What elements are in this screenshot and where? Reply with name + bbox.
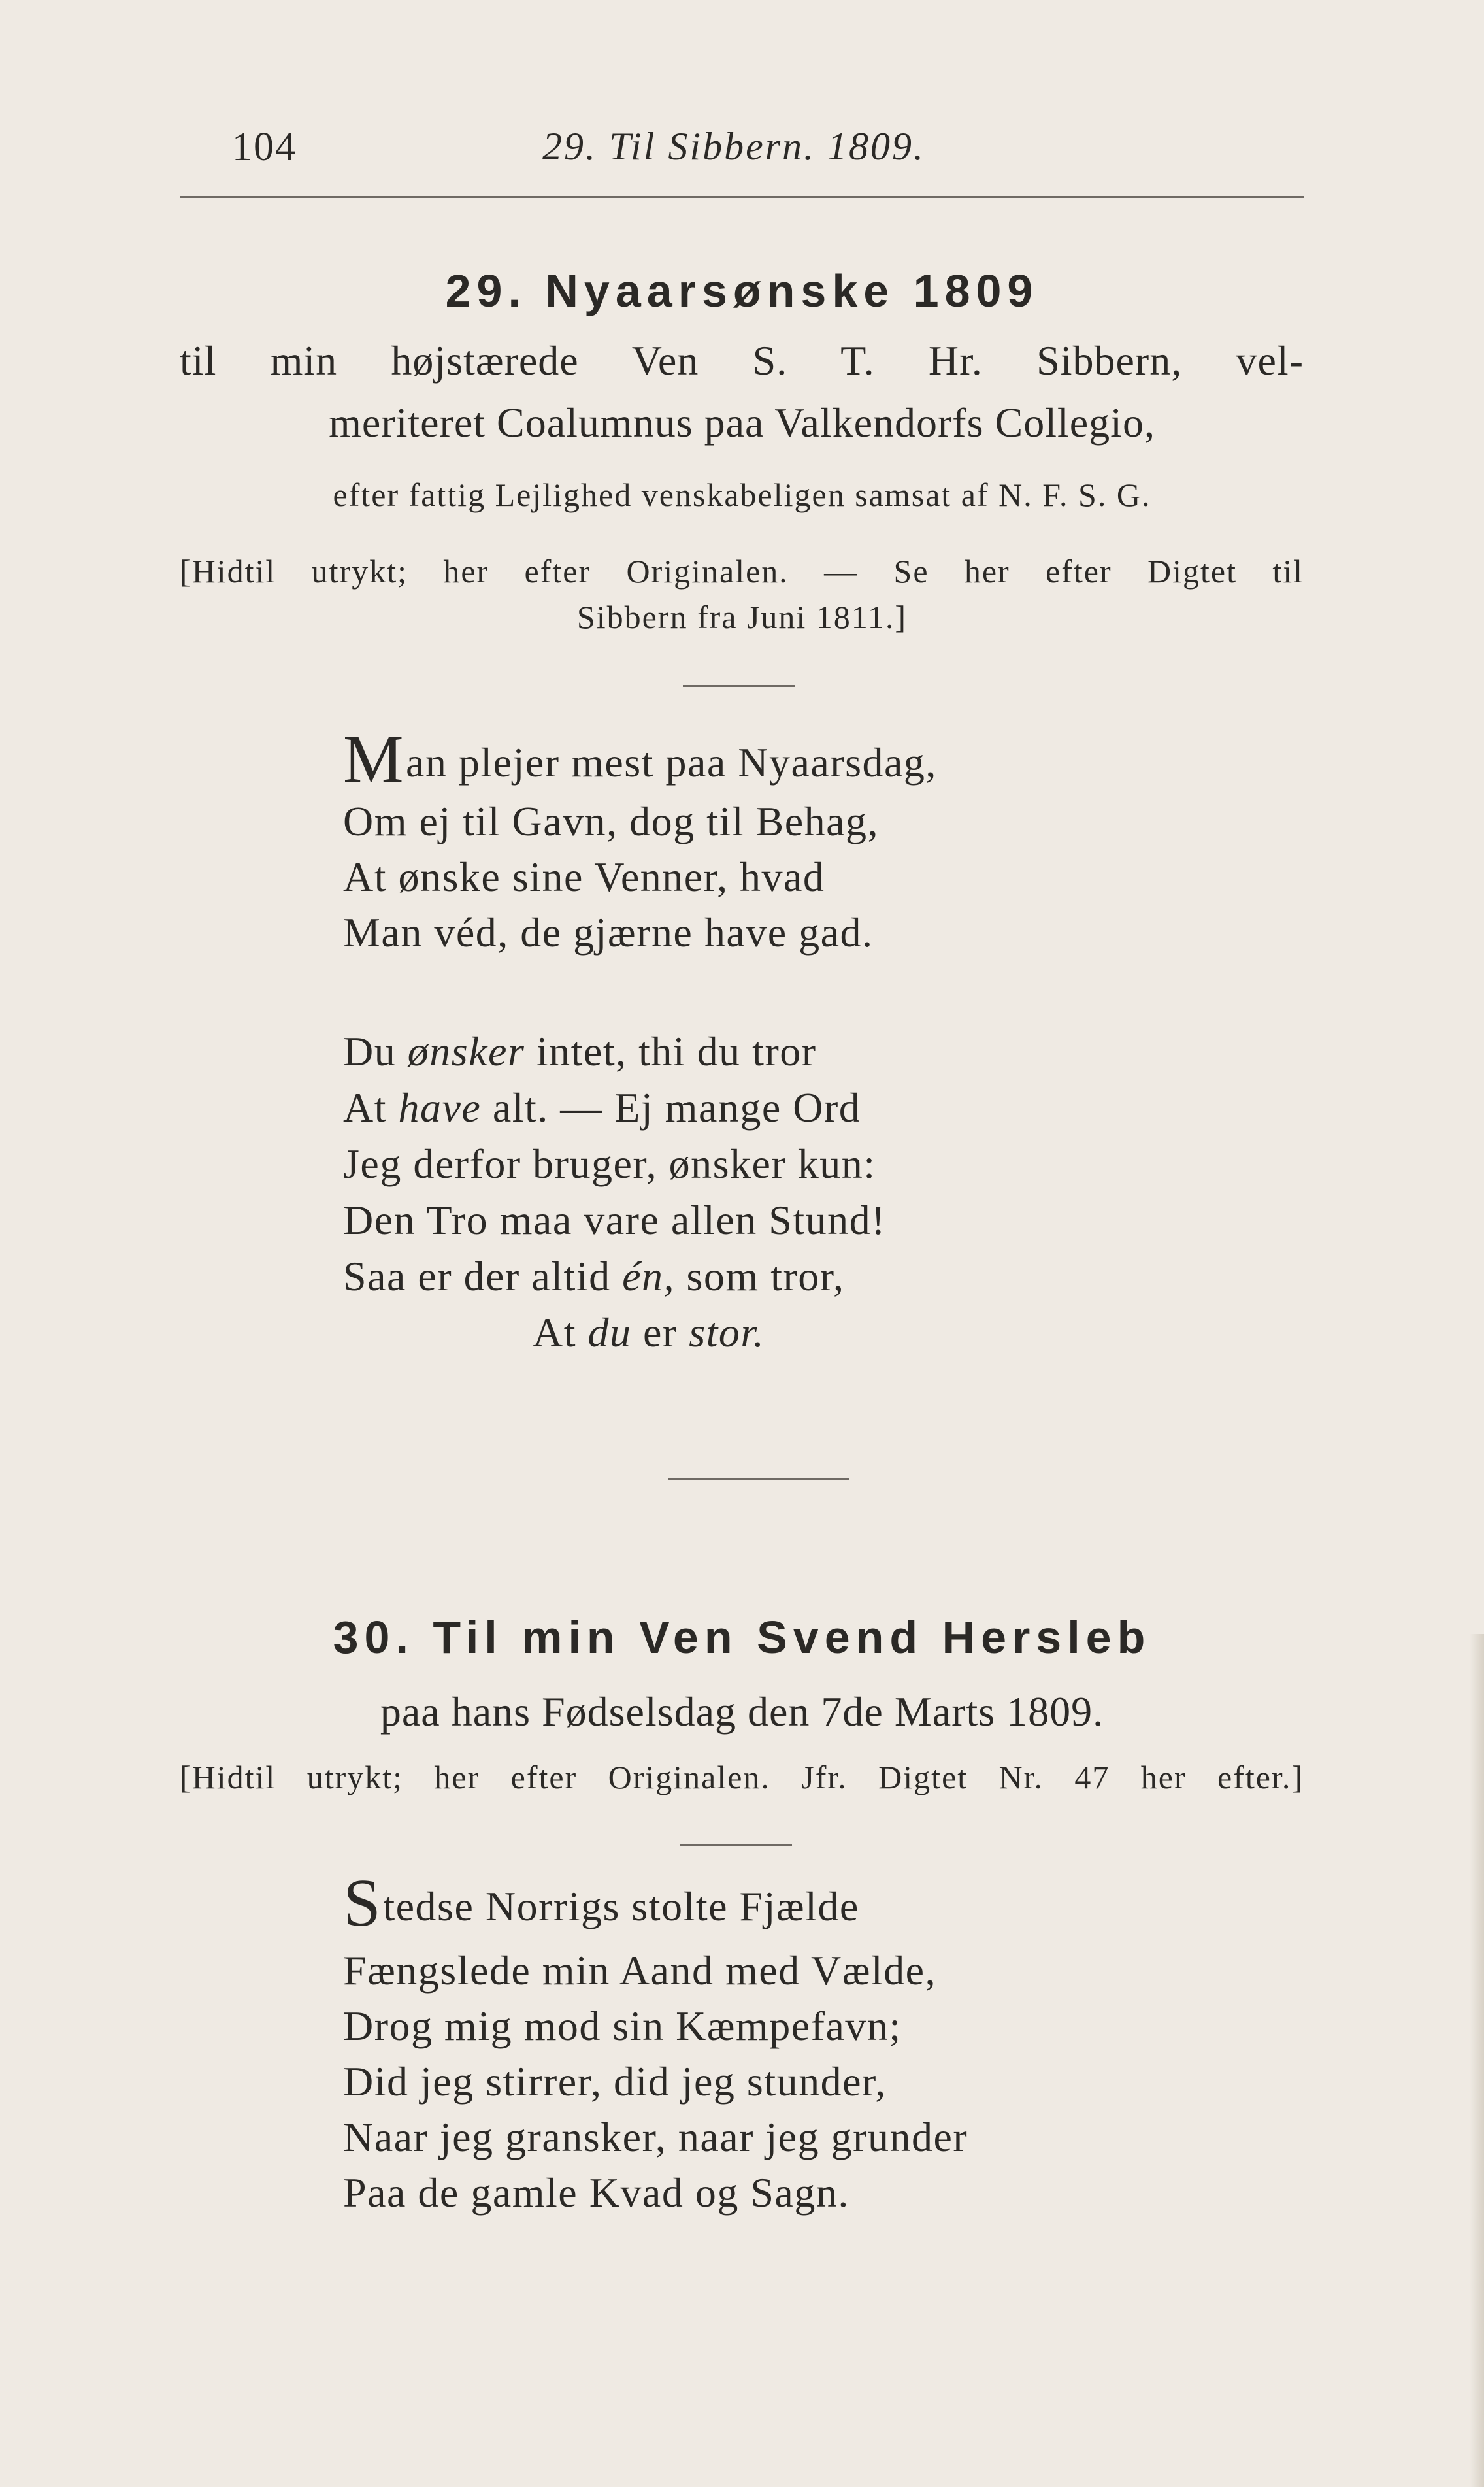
- poem-29-stanza-2-line-3: Jeg derfor bruger, ønsker kun:: [343, 1141, 876, 1187]
- header-rule: [180, 196, 1304, 198]
- poem-29-dedication-line-3: efter fattig Lejlighed venskabeligen samsat af N. F. S. G.: [333, 476, 1151, 513]
- running-head: [0, 124, 1484, 176]
- poem-30-heading: 30. Til min Ven Svend Hersleb: [333, 1612, 1151, 1663]
- poem-30-subtitle: paa hans Fødselsdag den 7de Marts 1809.: [380, 1688, 1104, 1735]
- section-divider: [680, 1844, 792, 1846]
- verse-text: Du: [343, 1028, 408, 1075]
- running-title: 29. Til Sibbern. 1809.: [542, 125, 926, 168]
- page-number: 104: [232, 125, 297, 169]
- poem-29-stanza-1-line-2: Om ej til Gavn, dog til Behag,: [343, 798, 879, 844]
- emphasis: ønsker: [407, 1028, 525, 1075]
- emphasis: stor.: [689, 1309, 765, 1356]
- drop-cap: M: [343, 722, 404, 797]
- verse-text: alt. — Ej mange Ord: [481, 1084, 861, 1131]
- poem-29-stanza-2-line-4: Den Tro maa vare allen Stund!: [343, 1197, 886, 1243]
- poem-30-stanza-1-line-5: Naar jeg gransker, naar jeg grunder: [343, 2114, 968, 2160]
- emphasis: have: [398, 1084, 482, 1131]
- poem-30-stanza-1-line-4: Did jeg stirrer, did jeg stunder,: [343, 2058, 887, 2105]
- poem-separator-rule: [668, 1478, 849, 1480]
- poem-29-stanza-2-line-1: [343, 1027, 817, 1076]
- poem-30-editor-note: [Hidtil utrykt; her efter Originalen. Jfr. Digtet Nr. 47 her efter.]: [180, 1759, 1304, 1795]
- poem-30-stanza-1-line-1: [343, 1865, 859, 1941]
- drop-cap: S: [343, 1865, 382, 1941]
- emphasis: én,: [622, 1253, 675, 1299]
- poem-29-dedication-line-1: til min højstærede Ven S. T. Hr. Sibbern, vel-: [180, 337, 1304, 384]
- poem-30-stanza-1-line-2: Fængslede min Aand med Vælde,: [343, 1947, 937, 1994]
- verse-text: er: [631, 1309, 689, 1356]
- poem-29-editor-note-line-1: [Hidtil utrykt; her efter Originalen. — Se her efter Digtet til: [180, 553, 1304, 590]
- verse-text: At: [533, 1309, 588, 1356]
- section-divider: [683, 685, 795, 687]
- verse-text: intet, thi du tror: [525, 1028, 817, 1075]
- poem-29-stanza-2-line-5: [343, 1252, 845, 1301]
- poem-29-stanza-2-line-6: [533, 1309, 765, 1357]
- poem-30-stanza-1-line-6: Paa de gamle Kvad og Sagn.: [343, 2169, 849, 2216]
- verse-text: an plejer mest paa Nyaarsdag,: [405, 739, 937, 786]
- verse-text: At: [343, 1084, 399, 1131]
- page-edge-shadow: [1470, 1634, 1484, 2487]
- emphasis: du: [587, 1309, 632, 1356]
- poem-30-stanza-1-line-3: Drog mig mod sin Kæmpefavn;: [343, 2003, 902, 2049]
- poem-29-stanza-1-line-4: Man véd, de gjærne have gad.: [343, 909, 874, 956]
- poem-29-stanza-2-line-2: [343, 1084, 861, 1132]
- verse-text: tedse Norrigs stolte Fjælde: [383, 1883, 859, 1929]
- poem-29-heading: 29. Nyaarsønske 1809: [445, 265, 1039, 316]
- verse-text: Saa er der altid: [343, 1253, 623, 1299]
- poem-29-editor-note-line-2: Sibbern fra Juni 1811.]: [576, 599, 908, 635]
- poem-29-stanza-1-line-1: [343, 722, 937, 797]
- poem-29-dedication-line-2: meriteret Coalumnus paa Valkendorfs Collegio,: [329, 399, 1155, 446]
- poem-29-stanza-1-line-3: At ønske sine Venner, hvad: [343, 854, 825, 900]
- verse-text: som tror,: [675, 1253, 845, 1299]
